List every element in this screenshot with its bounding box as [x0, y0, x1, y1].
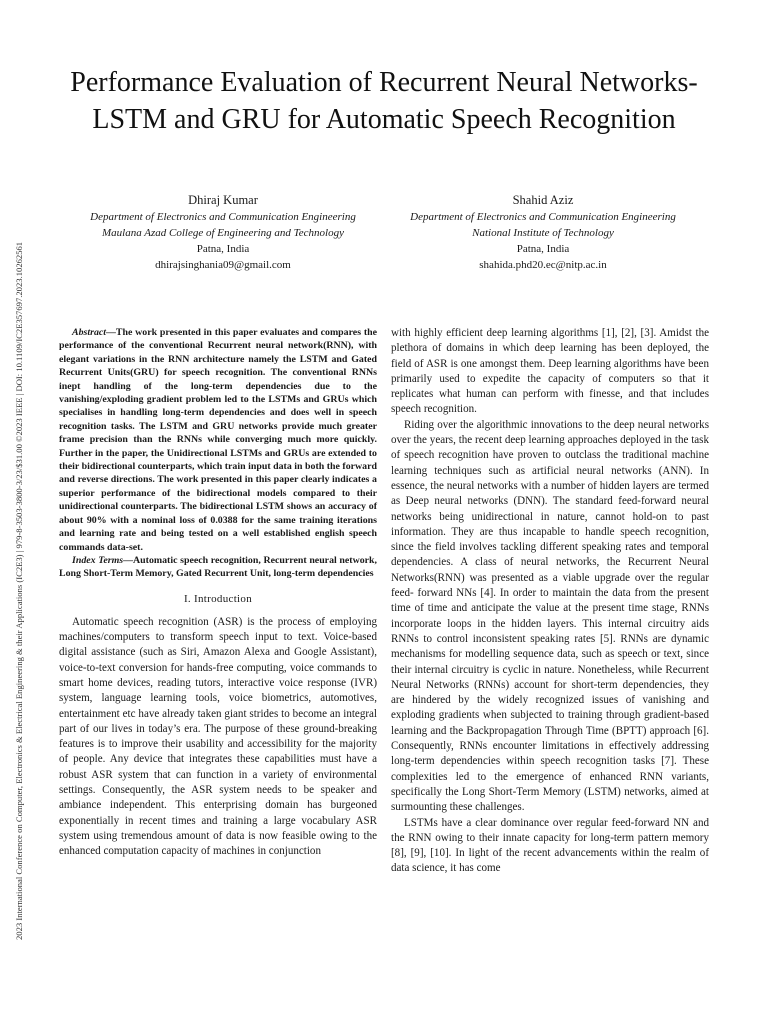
right-column: [391, 326, 709, 877]
abstract-label: Abstract: [72, 327, 107, 338]
author-name: Dhiraj Kumar: [188, 193, 258, 207]
abstract: [59, 326, 377, 554]
abstract-text: —The work presented in this paper evaluates and compares the performance of the conventional Recurrent neural network(RNN), with elegant variations in the RNN architecture namely the LSTM and Gated Recurrent Units(GRU) for speech recognition. The conventional RNNs inept handling of the long-term dependencies due to the vanishing/exploding gradient problem led to the LSTMs and GRUs which specialises in handling long-term dependencies and does well in speech recognition tasks. The LSTM and GRU networks provide much greater frame precision than the RNNs while converging much more quickly. Further in the paper, the Unidirectional LSTMs and GRUs are extended to their bidirectional counterparts, which train input data in both the forward and reverse directions. The work presented in this paper clearly indicates a superior performance of the bidirectional models compared to their unidirectional counterparts. The bidirectional LSTM shows an accuracy of about 90% with a nominal loss of 0.0388 for the same training iterations and learning rate and being tested on a well established english speech commands data-set.: [59, 327, 377, 553]
author-email: shahida.phd20.ec@nitp.ac.in: [479, 259, 607, 271]
body-paragraph: Automatic speech recognition (ASR) is the process of employing machines/computers to transform speech input to text. Voice-based digital assistance (such as Siri, Amazon Alexa and Google Assistant), voice-to-text conversion for hands-free computing, voice commands to smart home devices, reading tutors, interactive voice response (IVR) system, language learning tools, voice biometrics, automotives, entertainment etc have already taken giant strides to become an integral part of our lives in today’s era. The purpose of these ground-breaking features is to improve their usability and accessibility for the majority of people. Any device that integrates these capabilities must have a robust ASR system that can function in a variety of environmental settings. Consequently, the ASR system needs to be speaker and ambiance independent. This enterprising domain has burgeoned exponentially in recent times and training a large vocabulary ASR system using tremendous amount of data is now feasible owing to the enhanced computation capacity of machines in conjunction: [59, 615, 377, 858]
author-name: Shahid Aziz: [512, 193, 574, 207]
left-column: [59, 326, 377, 859]
author-block-1: [62, 191, 384, 273]
author-location: Patna, India: [196, 243, 250, 255]
author-department: Department of Electronics and Communication Engineering: [410, 211, 676, 223]
index-terms: [59, 554, 377, 581]
paper-title: Performance Evaluation of Recurrent Neural Networks- LSTM and GRU for Automatic Speech Recognition: [70, 67, 698, 135]
ieee-citation-sidebar: 2023 International Conference on Computer, Electronics & Electrical Engineering & their Applications (IC2E3) | 979-8-3503-3800-3/23/$31.00 ©2023 IEEE | DOI: 10.1109/IC2E357697.2023.10262561: [14, 241, 24, 940]
body-paragraph: Riding over the algorithmic innovations to the deep neural networks over the years, the recent deep learning approaches deployed in the task of speech recognition have proven to outclass the traditional machine learning techniques such as artificial neural networks (ANN). In essence, the neural networks with a number of hidden layers are termed as Deep neural networks (DNN). The standard feed-forward neural networks being unidirectional in nature, cannot hold-on to past information. They are thus incapable to handle speech recognition, since the field involves tackling different speaking rates and temporal dependencies. A class of neural networks, the Recurrent Neural Networks(RNN) was presented as a viable upgrade over the regular feed- forward NNs [4]. In order to maintain the data from the present time of time and anticipate the value at the present time stage, RNNs incorporate loops in the hidden layers. This internal circuitry aids RNNs to control inconsistent speaking rates [5]. RNNs are dynamic mechanisms for modelling sequence data, such as speech or text, since their internal circuitry is cyclic in nature. Nonetheless, while Recurrent Neural Networks (RNNs) account for short-term dependencies, they are hindered by the widely recognized issues of vanishing and exploding gradients when subjected to training through gradient-based learning and the Backpropagation Through Time (BPTT) approach [6]. Consequently, RNNs encounter limitations in effectively addressing long-term dependencies within speech recognition tasks [7]. These complexities led to the emergence of enhanced RNN variants, specifically the Long Short-Term Memory (LSTM) networks, aimed at surmounting these challenges.: [391, 418, 709, 814]
index-terms-label: Index Terms: [72, 554, 124, 566]
author-location: Patna, India: [516, 243, 570, 255]
body-paragraph: with highly efficient deep learning algorithms [1], [2], [3]. Amidst the plethora of domains in which deep learning has been deployed, the field of ASR is one amongst them. Deep learning algorithms have been primarily used to expedite the capacity of computers so that it replicates what human can perform with finesse, and that includes speech recognition.: [391, 327, 709, 416]
body-paragraph: LSTMs have a clear dominance over regular feed-forward NN and the RNN owing to their innate capacity for long-term pattern memory [8], [9], [10]. In light of the recent advancements within the realm of data science, it has come: [391, 816, 709, 875]
author-email: dhirajsinghania09@gmail.com: [155, 259, 291, 271]
author-block-2: [382, 191, 704, 273]
author-institution: Maulana Azad College of Engineering and Technology: [102, 227, 344, 239]
index-terms-text: —Automatic speech recognition, Recurrent neural network, Long Short-Term Memory, Gated Recurrent Unit, long-term dependencies: [59, 554, 378, 580]
section-heading-introduction: I. Introduction: [183, 592, 253, 605]
author-department: Department of Electronics and Communication Engineering: [90, 211, 356, 223]
author-institution: National Institute of Technology: [472, 227, 614, 239]
